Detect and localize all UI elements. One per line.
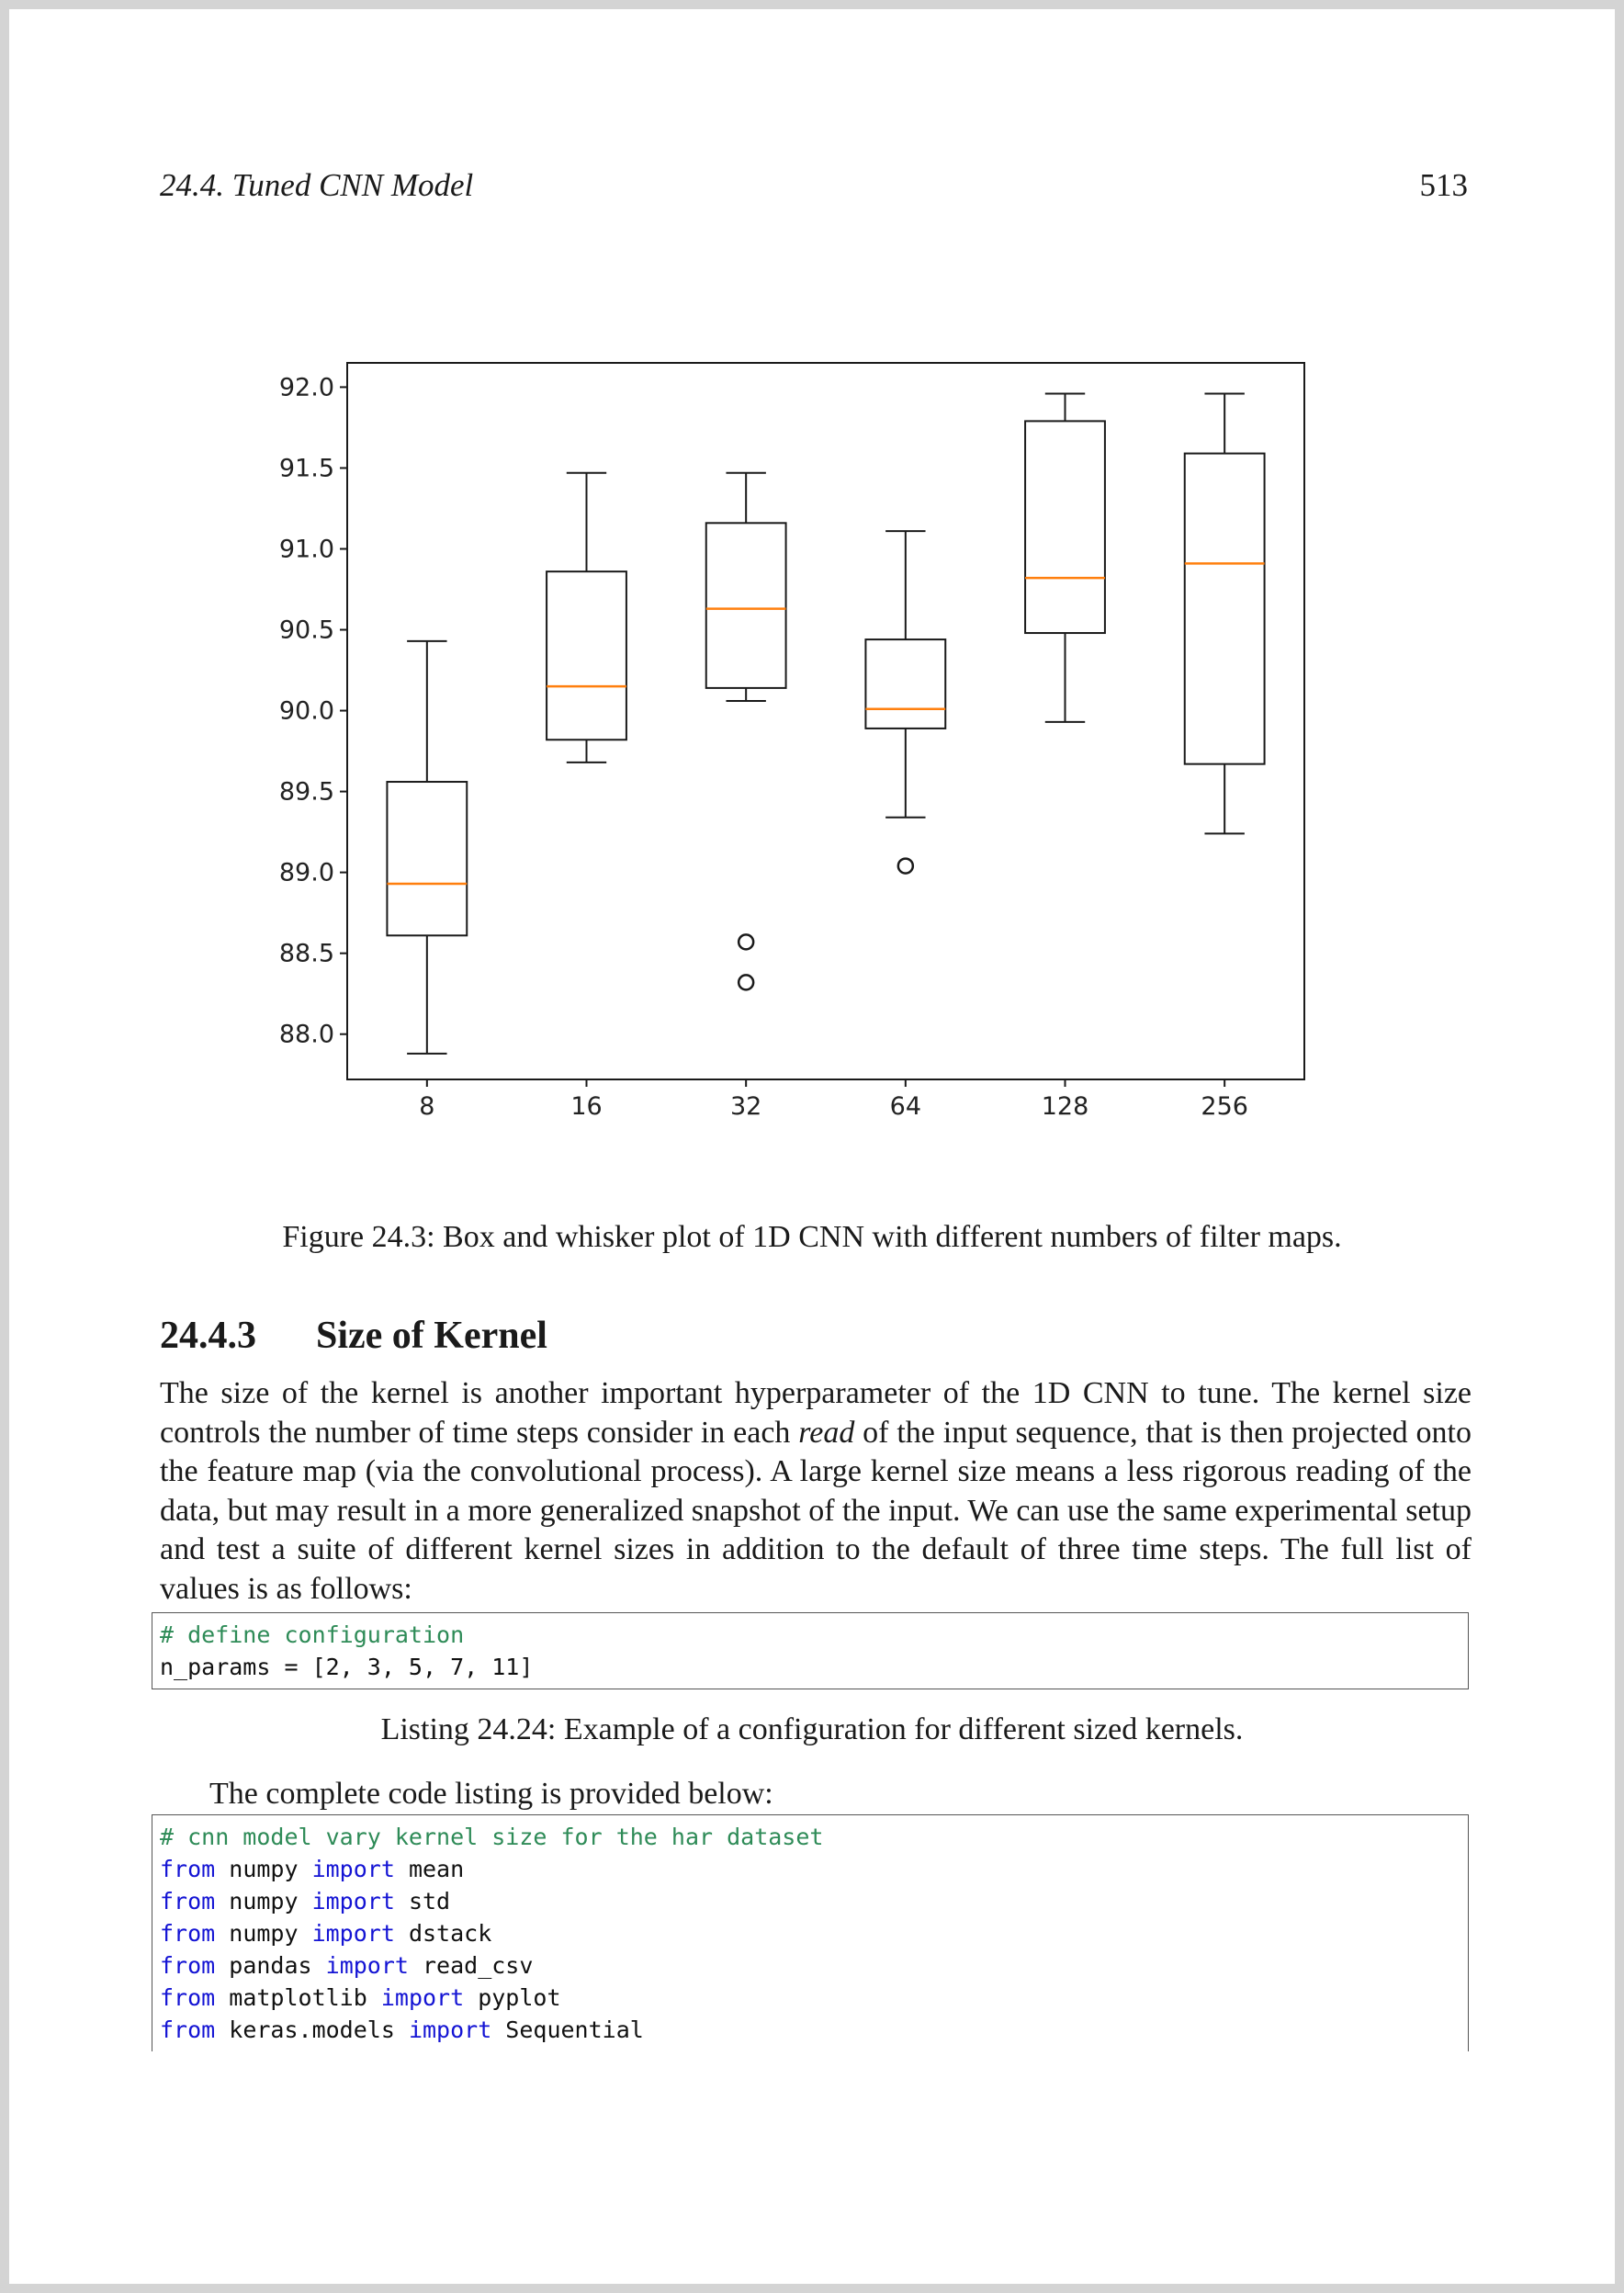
y-tick-label: 90.0 — [278, 696, 334, 726]
code-line — [160, 1949, 1460, 1982]
code-line — [160, 1651, 1460, 1683]
x-tick-label: 256 — [1201, 1092, 1248, 1121]
code-keyword: import — [311, 1920, 395, 1947]
code-text: std — [394, 1888, 451, 1915]
code-line — [160, 1619, 1460, 1651]
code-line — [160, 2014, 1460, 2046]
code-text: mean — [394, 1856, 465, 1882]
y-tick-label: 90.5 — [278, 616, 334, 645]
section-title: Size of Kernel — [316, 1315, 547, 1357]
x-tick-label: 16 — [570, 1092, 603, 1121]
code-text: matplotlib — [215, 1984, 381, 2011]
paragraph-part-2: of the input sequence, that is then projected onto the feature map (via the convolutional process). A large kernel size means a less rigorous reading of the data, but may result in a more generalized snapshot of the input. We can use the same experimental setup and test a suite of different kernel sizes in addition to the default of three time steps. The full list of values is as follows: — [160, 1415, 1472, 1606]
x-tick-label: 128 — [1041, 1092, 1089, 1121]
code-comment: # cnn model vary kernel size for the har dataset — [160, 1824, 824, 1850]
code-text: read_csv — [408, 1952, 534, 1979]
y-tick-label: 92.0 — [278, 373, 334, 402]
y-tick-label: 88.5 — [278, 939, 334, 968]
y-tick-label: 91.5 — [278, 454, 334, 483]
outlier-point — [898, 859, 913, 874]
page — [9, 9, 1615, 2284]
code-comment: # define configuration — [160, 1621, 465, 1648]
code-text: keras.models — [215, 2016, 409, 2043]
code-keyword: from — [160, 2016, 216, 2043]
code-line — [160, 1917, 1460, 1949]
code-line — [160, 1821, 1460, 1853]
iqr-box — [865, 639, 945, 729]
code-keyword: from — [160, 1856, 216, 1882]
code-text: numpy — [215, 1920, 312, 1947]
iqr-box — [1185, 454, 1265, 764]
code-line — [160, 1885, 1460, 1917]
y-tick-label: 91.0 — [278, 535, 334, 564]
code-text: n_params = [2, 3, 5, 7, 11] — [160, 1654, 534, 1680]
lead-text: The complete code listing is provided below: — [209, 1777, 773, 1811]
code-text: numpy — [215, 1888, 312, 1915]
iqr-box — [547, 571, 626, 740]
body-paragraph — [160, 1374, 1472, 1609]
running-header-section: 24.4. Tuned CNN Model — [160, 167, 474, 203]
code-text: dstack — [394, 1920, 492, 1947]
x-tick-label: 8 — [419, 1092, 435, 1121]
code-text: Sequential — [491, 2016, 644, 2043]
outlier-point — [739, 934, 753, 949]
plot-frame — [347, 363, 1304, 1079]
code-keyword: import — [380, 1984, 465, 2011]
code-keyword: from — [160, 1888, 216, 1915]
listing-caption: Listing 24.24: Example of a configuration for different sized kernels. — [380, 1712, 1244, 1746]
code-line — [160, 1853, 1460, 1885]
y-tick-label: 88.0 — [278, 1020, 334, 1049]
y-tick-label: 89.0 — [278, 858, 334, 887]
iqr-box — [706, 523, 786, 688]
y-tick-label: 89.5 — [278, 777, 334, 807]
iqr-box — [387, 782, 467, 935]
paragraph-emphasis: read — [798, 1415, 855, 1450]
paragraph-part-1: The size of the kernel is another important hyperparameter of the 1D CNN to tune. The kernel size controls the number of time steps consider in each — [160, 1376, 1472, 1450]
x-tick-label: 32 — [729, 1092, 762, 1121]
code-keyword: import — [325, 1952, 409, 1979]
code-text: pyplot — [464, 1984, 561, 2011]
section-number: 24.4.3 — [160, 1315, 256, 1357]
x-tick-label: 64 — [889, 1092, 922, 1121]
code-line — [160, 1982, 1460, 2014]
code-keyword: import — [311, 1856, 395, 1882]
outlier-point — [739, 975, 753, 989]
code-keyword: import — [408, 2016, 492, 2043]
code-keyword: from — [160, 1984, 216, 2011]
code-text: numpy — [215, 1856, 312, 1882]
code-keyword: from — [160, 1920, 216, 1947]
code-keyword: import — [311, 1888, 395, 1915]
code-text: pandas — [215, 1952, 326, 1979]
section-heading — [160, 1314, 547, 1358]
iqr-box — [1025, 421, 1105, 633]
figure-caption: Figure 24.3: Box and whisker plot of 1D CNN with different numbers of filter maps. — [282, 1220, 1342, 1254]
code-listing-config — [152, 1612, 1469, 1689]
page-number: 513 — [1419, 167, 1468, 203]
box-whisker-chart — [239, 349, 1341, 1130]
code-keyword: from — [160, 1952, 216, 1979]
code-listing-full — [152, 1814, 1469, 2051]
